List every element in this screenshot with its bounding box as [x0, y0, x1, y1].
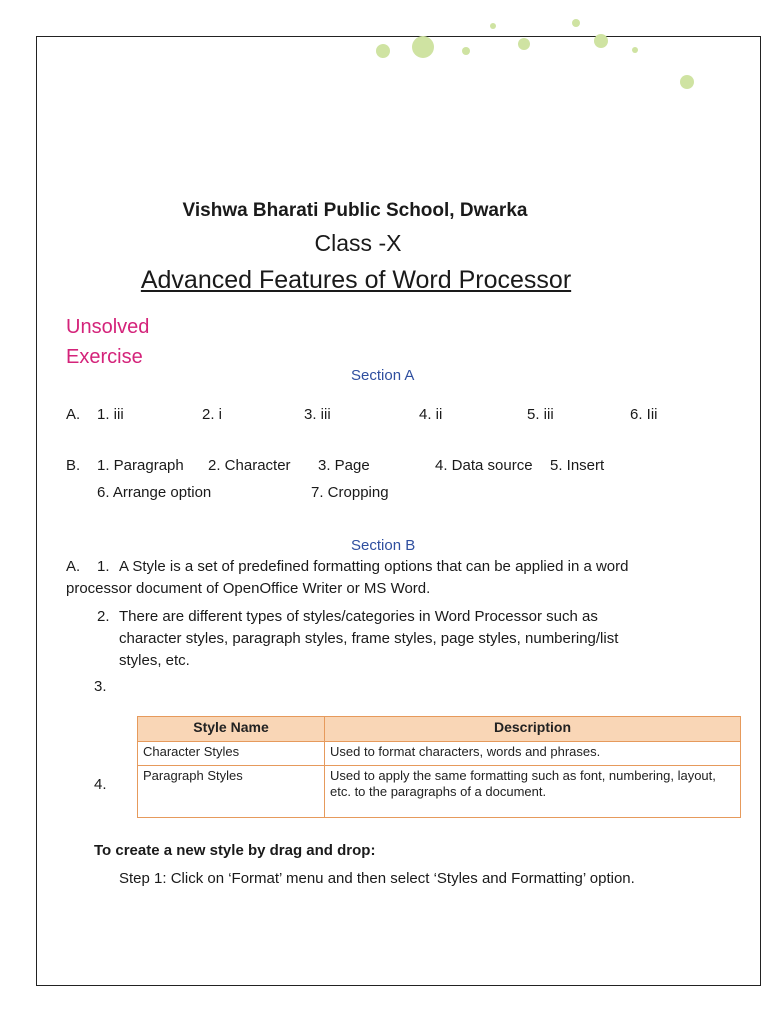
class-title: Class -X: [314, 230, 402, 256]
decor-dot: [490, 23, 496, 29]
row-a-label: A.: [66, 406, 81, 423]
table-cell: Paragraph Styles: [138, 766, 325, 818]
column-header: Style Name: [138, 717, 325, 742]
answer-item: 4. Data source: [435, 457, 533, 474]
table-row: [138, 766, 741, 818]
answer-item: 1. iii: [97, 406, 124, 423]
table-cell: Used to format characters, words and phrases.: [325, 742, 741, 766]
row-b-label: B.: [66, 457, 81, 474]
decor-dot: [594, 34, 608, 48]
q2-answer-line: styles, etc.: [119, 652, 190, 669]
answer-item: 1. Paragraph: [97, 457, 184, 474]
q1-number: 1.: [97, 558, 110, 575]
decor-dot: [632, 47, 638, 53]
q1-answer-line: A Style is a set of predefined formatting options that can be applied in a word: [119, 558, 629, 575]
drag-drop-heading: To create a new style by drag and drop:: [94, 842, 376, 859]
q2-number: 2.: [97, 608, 110, 625]
school-name: Vishwa Bharati Public School, Dwarka: [182, 200, 528, 221]
q1-answer-line: processor document of OpenOffice Writer or MS Word.: [66, 580, 431, 597]
answer-item: 5. iii: [527, 406, 554, 423]
column-header: Description: [325, 717, 741, 742]
decor-dot: [572, 19, 580, 27]
table-header-row: [138, 717, 741, 742]
q2-answer-line: character styles, paragraph styles, frame styles, page styles, numbering/list: [119, 630, 619, 647]
answer-item: 2. Character: [208, 457, 291, 474]
answer-item: 3. Page: [318, 457, 370, 474]
answer-item: 4. ii: [419, 406, 443, 423]
section-b-heading: Section B: [351, 537, 416, 554]
q4-number: 4.: [94, 776, 107, 793]
answer-item: 6. Arrange option: [97, 484, 212, 501]
answer-item: 3. iii: [304, 406, 331, 423]
answer-item: 6. Iii: [630, 406, 658, 423]
answer-item: 7. Cropping: [311, 484, 389, 501]
unsolved-line: Unsolved: [66, 316, 150, 338]
table-cell: Used to apply the same formatting such as font, numbering, layout, etc. to the paragraphs of a document.: [325, 766, 741, 818]
decor-dot: [518, 38, 530, 50]
styles-table: [137, 716, 741, 818]
exercise-line: Exercise: [66, 346, 143, 368]
q3-number: 3.: [94, 678, 107, 695]
answer-item: 2. i: [202, 406, 223, 423]
step-1-text: Step 1: Click on ‘Format’ menu and then select ‘Styles and Formatting’ option.: [119, 870, 635, 887]
decor-dot: [462, 47, 470, 55]
decor-dot: [680, 75, 694, 89]
table-row: [138, 742, 741, 766]
topic-title: Advanced Features of Word Processor: [140, 266, 572, 294]
table-cell: Character Styles: [138, 742, 325, 766]
section-b-a-label: A.: [66, 558, 81, 575]
q2-answer-line: There are different types of styles/categories in Word Processor such as: [119, 608, 598, 625]
decor-dot: [412, 36, 434, 58]
answer-item: 5. Insert: [550, 457, 605, 474]
decor-dot: [376, 44, 390, 58]
section-a-heading: Section A: [351, 367, 415, 384]
unsolved-exercise-heading: [66, 312, 266, 372]
